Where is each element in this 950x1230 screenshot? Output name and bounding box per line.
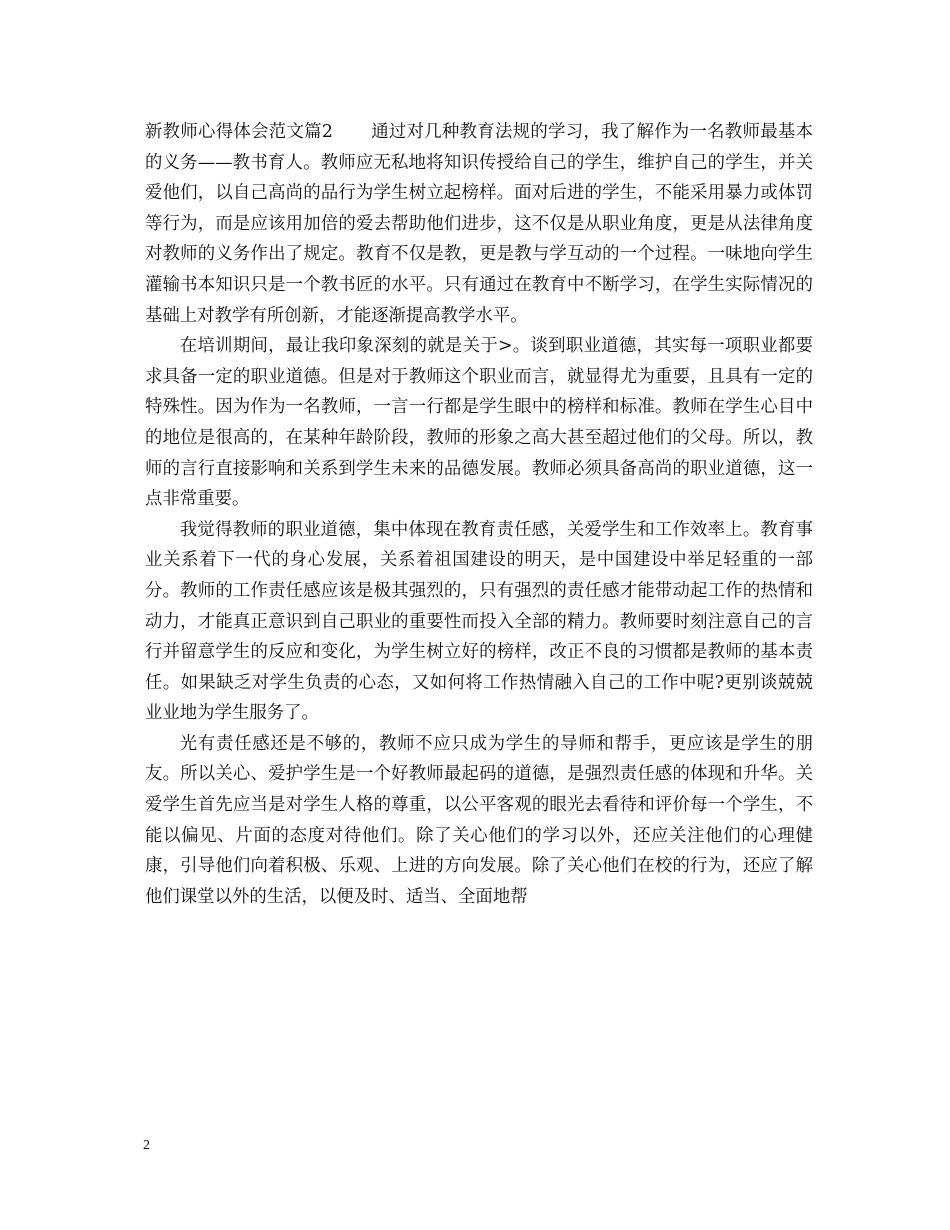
paragraph-1	[145, 117, 813, 331]
paragraph-3: 我觉得教师的职业道德，集中体现在教育责任感，关爱学生和工作效率上。教育事业关系着下一代的身心发展，关系着祖国建设的明天，是中国建设中举足轻重的一部分。教师的工作责任感应该是极其强烈的，只有强烈的责任感才能带动起工作的热情和动力，才能真正意识到自己职业的重要性而投入全部的精力。教师要时刻注意自己的言行并留意学生的反应和变化，为学生树立好的榜样，改正不良的习惯都是教师的基本责任。如果缺乏对学生负责的心态，又如何将工作热情融入自己的工作中呢?更别谈兢兢业业地为学生服务了。	[145, 519, 813, 724]
paragraph-4: 光有责任感还是不够的，教师不应只成为学生的导师和帮手，更应该是学生的朋友。所以关心、爱护学生是一个好教师最起码的道德，是强烈责任感的体现和升华。关爱学生首先应当是对学生人格的尊重，以公平客观的眼光去看待和评价每一个学生，不能以偏见、片面的态度对待他们。除了关心他们的学习以外，还应关注他们的心理健康，引导他们向着积极、乐观、上进的方向发展。除了关心他们在校的行为，还应了解他们课堂以外的生活，以便及时、适当、全面地帮	[145, 733, 813, 907]
article-heading: 新教师心得体会范文篇2	[145, 122, 333, 142]
paragraph-1-text: 通过对几种教育法规的学习，我了解作为一名教师最基本的义务——教书育人。教师应无私地将知识传授给自己的学生，维护自己的学生，并关爱他们，以自己高尚的品行为学生树立起榜样。面对后进的学生，不能采用暴力或体罚等行为，而是应该用加倍的爱去帮助他们进步，这不仅是从职业角度，更是从法律角度对教师的义务作出了规定。教育不仅是教，更是教与学互动的一个过程。一味地向学生灌输书本知识只是一个教书匠的水平。只有通过在教育中不断学习，在学生实际情况的基础上对教学有所创新，才能逐渐提高教学水平。	[145, 122, 813, 326]
page-number: 2	[143, 1138, 150, 1153]
paragraph-2: 在培训期间，最让我印象深刻的就是关于>。谈到职业道德，其实每一项职业都要求具备一定的职业道德。但是对于教师这个职业而言，就显得尤为重要，且具有一定的特殊性。因为作为一名教师，一言一行都是学生眼中的榜样和标准。教师在学生心目中的地位是很高的，在某种年龄阶段，教师的形象之高大甚至超过他们的父母。所以，教师的言行直接影响和关系到学生未来的品德发展。教师必须具备高尚的职业道德，这一点非常重要。	[145, 336, 813, 510]
document-body	[145, 117, 813, 912]
